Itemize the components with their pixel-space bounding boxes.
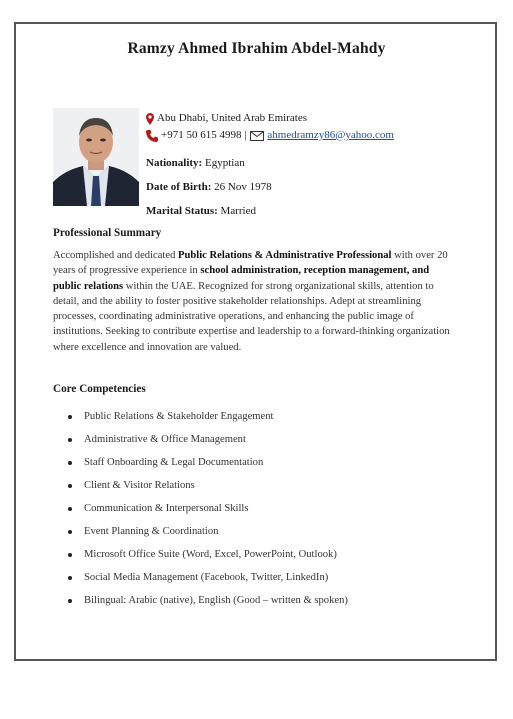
dob-field bbox=[146, 181, 272, 193]
dob-value: 26 Nov 1978 bbox=[214, 181, 272, 193]
list-item bbox=[68, 428, 348, 451]
map-pin-icon bbox=[146, 113, 154, 125]
profile-photo-image bbox=[53, 108, 139, 206]
summary-heading: Professional Summary bbox=[53, 227, 162, 239]
profile-photo bbox=[53, 108, 139, 206]
summary-bold-1: Public Relations & Administrative Professional bbox=[178, 250, 392, 261]
competencies-list bbox=[68, 405, 348, 612]
list-item bbox=[68, 543, 348, 566]
competency-text: Bilingual: Arabic (native), English (Good – written & spoken) bbox=[84, 595, 348, 606]
dob-label: Date of Birth: bbox=[146, 181, 212, 193]
location-text: Abu Dhabi, United Arab Emirates bbox=[157, 112, 307, 124]
bullet-icon bbox=[68, 599, 72, 603]
list-item bbox=[68, 405, 348, 428]
competency-text: Microsoft Office Suite (Word, Excel, PowerPoint, Outlook) bbox=[84, 549, 337, 560]
summary-text-1: Accomplished and dedicated bbox=[53, 250, 179, 261]
list-item bbox=[68, 451, 348, 474]
email-link[interactable]: ahmedramzy86@yahoo.com bbox=[267, 128, 394, 141]
phone-icon bbox=[146, 130, 158, 142]
summary-bold-2: school administration, reception management, and public relations bbox=[53, 265, 430, 292]
competency-text: Public Relations & Stakeholder Engagement bbox=[84, 411, 274, 422]
marital-label: Marital Status: bbox=[146, 205, 218, 217]
contact-info bbox=[146, 112, 394, 143]
competency-text: Staff Onboarding & Legal Documentation bbox=[84, 457, 264, 468]
bullet-icon bbox=[68, 553, 72, 557]
competency-text: Administrative & Office Management bbox=[84, 434, 246, 445]
summary-text-2: with over 20 years of progressive experience in bbox=[53, 250, 448, 277]
marital-field bbox=[146, 205, 256, 217]
summary-text-3: within the UAE. Recognized for strong organizational skills, attention to detail, and the ability to foster positive stakeholder relationships. Adept at streamlining processes, coordinating administrative operations, and enhancing the public image of institutions. Seeking to contribute expertise and leadership to a forward-thinking organization where excellence and innovation are valued. bbox=[53, 280, 450, 353]
bullet-icon bbox=[68, 507, 72, 511]
bullet-icon bbox=[68, 415, 72, 419]
bullet-icon bbox=[68, 530, 72, 534]
bullet-icon bbox=[68, 461, 72, 465]
competency-text: Event Planning & Coordination bbox=[84, 526, 219, 537]
candidate-name: Ramzy Ahmed Ibrahim Abdel-Mahdy bbox=[127, 40, 386, 57]
bullet-icon bbox=[68, 576, 72, 580]
location-row bbox=[146, 112, 394, 126]
list-item bbox=[68, 589, 348, 612]
nationality-field bbox=[146, 157, 245, 169]
nationality-label: Nationality: bbox=[146, 157, 203, 169]
competency-text: Communication & Interpersonal Skills bbox=[84, 503, 249, 514]
bullet-icon bbox=[68, 484, 72, 488]
competency-text: Client & Visitor Relations bbox=[84, 480, 195, 491]
phone-email-row bbox=[146, 129, 394, 143]
competencies-heading: Core Competencies bbox=[53, 383, 146, 395]
nationality-value: Egyptian bbox=[204, 157, 245, 169]
marital-value: Married bbox=[220, 205, 256, 217]
bullet-icon bbox=[68, 438, 72, 442]
list-item bbox=[68, 566, 348, 589]
competency-text: Social Media Management (Facebook, Twitter, LinkedIn) bbox=[84, 572, 329, 583]
list-item bbox=[68, 520, 348, 543]
summary-paragraph bbox=[53, 248, 453, 355]
phone-text: +971 50 615 4998 | bbox=[161, 128, 247, 141]
envelope-icon bbox=[250, 131, 264, 141]
list-item bbox=[68, 497, 348, 520]
list-item bbox=[68, 474, 348, 497]
